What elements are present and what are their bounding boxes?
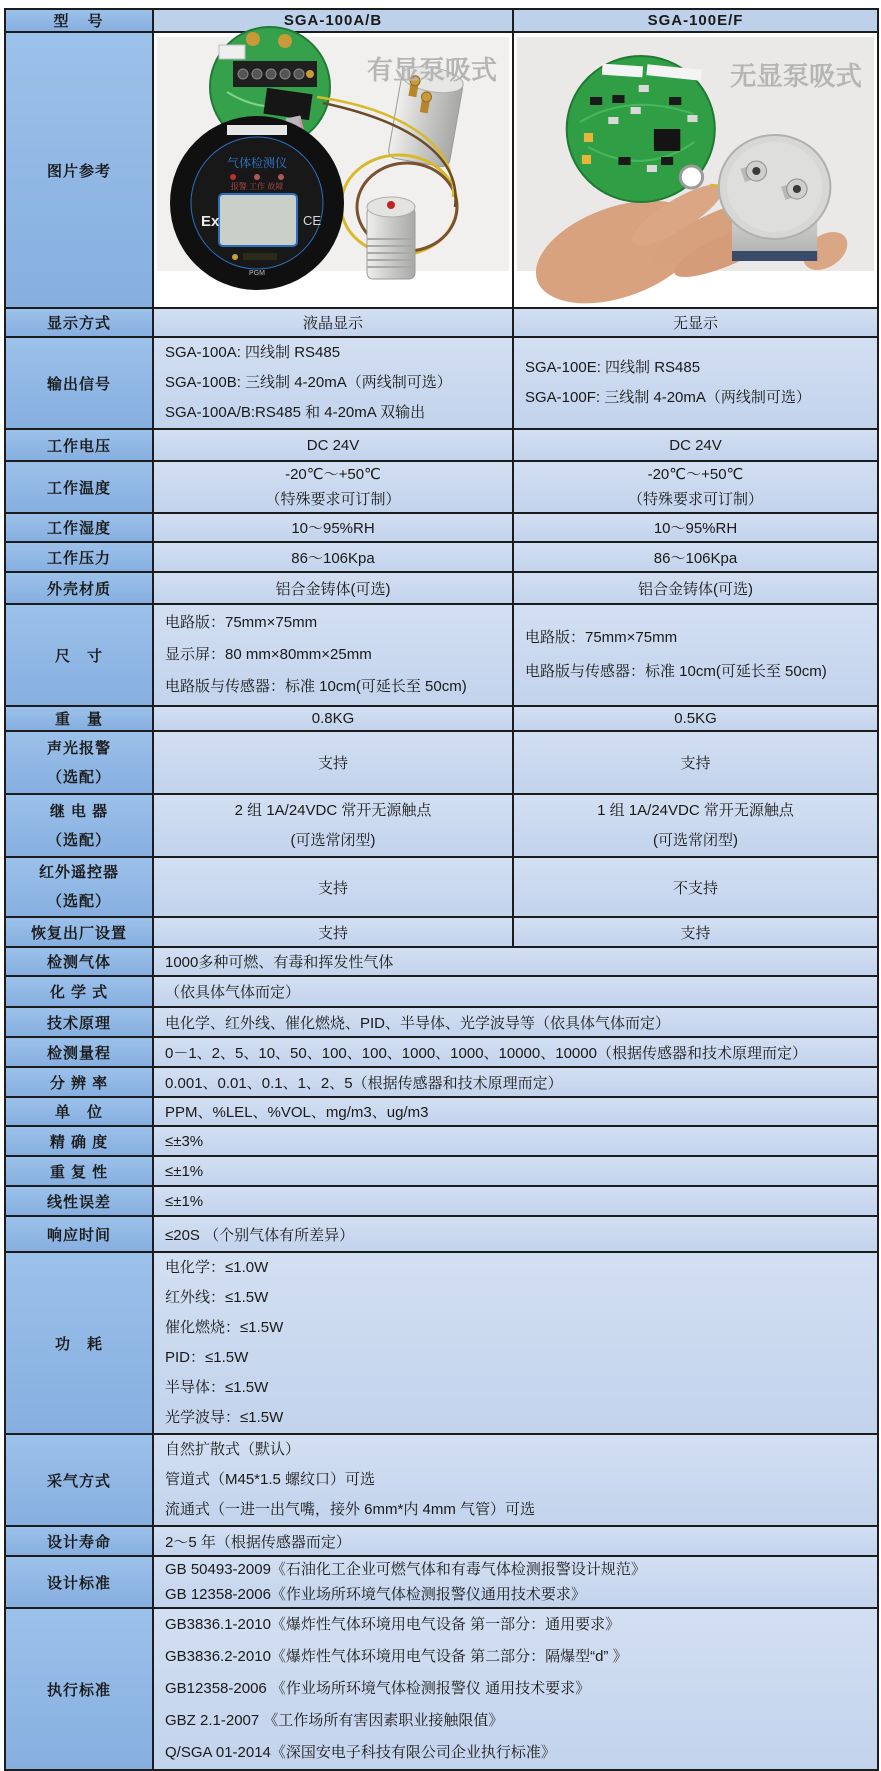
cell-power bbox=[153, 1252, 878, 1434]
cell-remote-ef: 不支持 bbox=[513, 857, 878, 917]
relay-label-line: （选配） bbox=[46, 831, 111, 849]
alarm-row bbox=[5, 731, 878, 794]
row-label-temperature: 工作温度 bbox=[5, 461, 153, 513]
exec-standard-line: GB12358-2006 《作业场所环境气体检测报警仪 通用技术要求》 bbox=[165, 1680, 591, 1697]
cell-temperature-ab bbox=[153, 461, 513, 513]
lifespan-row bbox=[5, 1526, 878, 1556]
cell-weight-ab: 0.8KG bbox=[153, 706, 513, 731]
row-label-output: 输出信号 bbox=[5, 337, 153, 429]
cell-gases: 1000多种可燃、有毒和挥发性气体 bbox=[153, 947, 878, 976]
row-label-range: 检测量程 bbox=[5, 1037, 153, 1067]
factory-reset-row bbox=[5, 917, 878, 947]
cell-resolution: 0.001、0.01、0.1、1、2、5（根据传感器和技术原理而定） bbox=[153, 1067, 878, 1097]
cell-display-ef: 无显示 bbox=[513, 308, 878, 337]
cell-lifespan: 2～5 年（根据传感器而定） bbox=[153, 1526, 878, 1556]
exec-standard-row bbox=[5, 1608, 878, 1770]
sampling-line: 自然扩散式（默认） bbox=[165, 1441, 301, 1458]
cell-alarm-ef: 支持 bbox=[513, 731, 878, 794]
product-photo-ab bbox=[157, 37, 509, 277]
power-row bbox=[5, 1252, 878, 1434]
cell-unit: PPM、%LEL、%VOL、mg/m3、ug/m3 bbox=[153, 1097, 878, 1126]
cell-remote-ab: 支持 bbox=[153, 857, 513, 917]
cell-size-ab bbox=[153, 604, 513, 706]
exec-standard-line: GB3836.1-2010《爆炸性气体环境用电气设备 第一部分：通用要求》 bbox=[165, 1616, 621, 1633]
output-ab-line: SGA-100A: 四线制 RS485 bbox=[165, 344, 341, 361]
power-line: 催化燃烧：≤1.5W bbox=[165, 1319, 284, 1336]
cell-display-ab: 液晶显示 bbox=[153, 308, 513, 337]
output-ab-line: SGA-100A/B:RS485 和 4-20mA 双输出 bbox=[165, 404, 426, 421]
watermark-ab: 有显泵吸式 bbox=[366, 55, 497, 85]
linearity-row bbox=[5, 1186, 878, 1216]
cell-response: ≤20S （个别气体有所差异） bbox=[153, 1216, 878, 1252]
row-label-lifespan: 设计寿命 bbox=[5, 1526, 153, 1556]
row-label-accuracy: 精 确 度 bbox=[5, 1126, 153, 1156]
cell-relay-ab bbox=[153, 794, 513, 857]
size-ef-line: 电路版与传感器：标准 10cm(可延长至 50cm) bbox=[525, 663, 827, 680]
range-row bbox=[5, 1037, 878, 1067]
power-line: 半导体：≤1.5W bbox=[165, 1379, 269, 1396]
ce-mark-text: CE bbox=[303, 213, 322, 228]
exec-standard-line: GBZ 2.1-2007 《工作场所有害因素职业接触限值》 bbox=[165, 1712, 504, 1729]
row-label-repeatability: 重 复 性 bbox=[5, 1156, 153, 1186]
repeatability-row bbox=[5, 1156, 878, 1186]
header-model-ab: SGA-100A/B bbox=[153, 9, 513, 32]
cell-accuracy: ≤±3% bbox=[153, 1126, 878, 1156]
unit-row bbox=[5, 1097, 878, 1126]
size-ab-line: 电路版：75mm×75mm bbox=[165, 614, 318, 631]
design-standard-line: GB 50493-2009《石油化工企业可燃气体和有毒气体检测报警设计规范》 bbox=[165, 1561, 646, 1578]
row-label-shell: 外壳材质 bbox=[5, 572, 153, 604]
response-row bbox=[5, 1216, 878, 1252]
pgm-text: PGM bbox=[249, 270, 265, 277]
sampling-line: 流通式（一进一出气嘴，接外 6mm*内 4mm 气管）可选 bbox=[165, 1501, 536, 1518]
photo-cell-ab bbox=[153, 32, 513, 308]
temperature-ab-line: （特殊要求可订制） bbox=[265, 491, 401, 508]
cell-repeatability: ≤±1% bbox=[153, 1156, 878, 1186]
formula-row bbox=[5, 976, 878, 1007]
accuracy-row bbox=[5, 1126, 878, 1156]
principle-row bbox=[5, 1007, 878, 1037]
design-standard-row bbox=[5, 1556, 878, 1608]
remote-label-line: （选配） bbox=[46, 893, 111, 910]
cell-exec-standard bbox=[153, 1608, 878, 1770]
output-ef-line: SGA-100E: 四线制 RS485 bbox=[525, 359, 701, 376]
product-spec-table bbox=[4, 8, 879, 1771]
power-line: PID：≤1.5W bbox=[165, 1349, 249, 1366]
row-label-exec-standard: 执行标准 bbox=[5, 1608, 153, 1770]
header-model-ef: SGA-100E/F bbox=[513, 9, 878, 32]
row-label-relay bbox=[5, 794, 153, 857]
size-row bbox=[5, 604, 878, 706]
size-ab-line: 显示屏：80 mm×80mm×25mm bbox=[165, 646, 372, 663]
cell-reset-ef: 支持 bbox=[513, 917, 878, 947]
pressure-row bbox=[5, 542, 878, 572]
row-label-pressure: 工作压力 bbox=[5, 542, 153, 572]
power-line: 电化学：≤1.0W bbox=[165, 1259, 269, 1276]
gases-row bbox=[5, 947, 878, 976]
sampling-line: 管道式（M45*1.5 螺纹口）可选 bbox=[165, 1471, 376, 1488]
cell-principle: 电化学、红外线、催化燃烧、PID、半导体、光学波导等（依具体气体而定） bbox=[153, 1007, 878, 1037]
row-label-display: 显示方式 bbox=[5, 308, 153, 337]
row-label-alarm bbox=[5, 731, 153, 794]
gas-detector-device bbox=[170, 116, 344, 290]
output-ef-line: SGA-100F: 三线制 4-20mA（两线制可选） bbox=[525, 389, 811, 406]
ex-mark-text: Ex bbox=[201, 213, 220, 230]
design-standard-line: GB 12358-2006《作业场所环境气体检测报警仪通用技术要求》 bbox=[165, 1586, 586, 1603]
row-label-sampling: 采气方式 bbox=[5, 1434, 153, 1526]
row-label-reset: 恢复出厂设置 bbox=[5, 917, 153, 947]
output-ab-line: SGA-100B: 三线制 4-20mA（两线制可选） bbox=[165, 374, 452, 391]
row-label-unit: 单 位 bbox=[5, 1097, 153, 1126]
remote-label-line: 红外遥控器 bbox=[38, 864, 119, 881]
cell-design-standard bbox=[153, 1556, 878, 1608]
row-label-photo: 图片参考 bbox=[5, 32, 153, 308]
relay-ef-line: 1 组 1A/24VDC 常开无源触点 bbox=[597, 801, 794, 819]
cell-formula: （依具体气体而定） bbox=[153, 976, 878, 1007]
cell-humidity-ab: 10～95%RH bbox=[153, 513, 513, 542]
size-ef-line: 电路版：75mm×75mm bbox=[525, 629, 678, 646]
cell-sampling bbox=[153, 1434, 878, 1526]
row-label-size: 尺 寸 bbox=[5, 604, 153, 706]
power-line: 红外线：≤1.5W bbox=[165, 1289, 269, 1306]
humidity-row bbox=[5, 513, 878, 542]
header-row bbox=[5, 9, 878, 32]
cell-reset-ab: 支持 bbox=[153, 917, 513, 947]
header-model-label: 型 号 bbox=[5, 9, 153, 32]
power-line: 光学波导：≤1.5W bbox=[165, 1409, 284, 1426]
row-label-remote bbox=[5, 857, 153, 917]
row-label-weight: 重 量 bbox=[5, 706, 153, 731]
row-label-gases: 检测气体 bbox=[5, 947, 153, 976]
alarm-label-line: 声光报警 bbox=[46, 739, 111, 757]
row-label-voltage: 工作电压 bbox=[5, 429, 153, 461]
resolution-row bbox=[5, 1067, 878, 1097]
cell-voltage-ab: DC 24V bbox=[153, 429, 513, 461]
display-row bbox=[5, 308, 878, 337]
sensor-cylinder-ef bbox=[719, 135, 831, 261]
voltage-row bbox=[5, 429, 878, 461]
cell-output-ef bbox=[513, 337, 878, 429]
relay-ef-line: (可选常闭型) bbox=[653, 831, 738, 849]
row-label-resolution: 分 辨 率 bbox=[5, 1067, 153, 1097]
alarm-label-line: （选配） bbox=[46, 768, 111, 786]
shell-row bbox=[5, 572, 878, 604]
cell-pressure-ab: 86～106Kpa bbox=[153, 542, 513, 572]
sampling-row bbox=[5, 1434, 878, 1526]
relay-row bbox=[5, 794, 878, 857]
product-photo-ef bbox=[517, 37, 874, 271]
relay-ab-line: 2 组 1A/24VDC 常开无源触点 bbox=[234, 801, 432, 819]
row-label-design-standard: 设计标准 bbox=[5, 1556, 153, 1608]
cell-voltage-ef: DC 24V bbox=[513, 429, 878, 461]
exec-standard-line: GB3836.2-2010《爆炸性气体环境用电气设备 第二部分：隔爆型“d” 》 bbox=[165, 1648, 628, 1665]
relay-label-line: 继 电 器 bbox=[49, 802, 109, 820]
cell-shell-ef: 铝合金铸体(可选) bbox=[513, 572, 878, 604]
row-label-linearity: 线性误差 bbox=[5, 1186, 153, 1216]
cell-size-ef bbox=[513, 604, 878, 706]
temperature-row bbox=[5, 461, 878, 513]
row-label-power: 功 耗 bbox=[5, 1252, 153, 1434]
led-labels-text: 报警 工作 故障 bbox=[230, 182, 284, 191]
temperature-ef-line: -20℃～+50℃ bbox=[647, 466, 744, 483]
photo-row bbox=[5, 32, 878, 308]
cell-output-ab bbox=[153, 337, 513, 429]
weight-row bbox=[5, 706, 878, 731]
row-label-response: 响应时间 bbox=[5, 1216, 153, 1252]
size-ab-line: 电路版与传感器：标准 10cm(可延长至 50cm) bbox=[165, 678, 467, 695]
relay-ab-line: (可选常闭型) bbox=[290, 831, 376, 849]
cell-range: 0－1、2、5、10、50、100、100、1000、1000、10000、10000（根据传感器和技术原理而定） bbox=[153, 1037, 878, 1067]
cell-shell-ab: 铝合金铸体(可选) bbox=[153, 572, 513, 604]
cell-temperature-ef bbox=[513, 461, 878, 513]
device-title-text: 气体检测仪 bbox=[226, 156, 288, 170]
exec-standard-line: Q/SGA 01-2014《深国安电子科技有限公司企业执行标准》 bbox=[165, 1744, 556, 1761]
temperature-ef-line: （特殊要求可订制） bbox=[627, 491, 763, 508]
row-label-humidity: 工作湿度 bbox=[5, 513, 153, 542]
cell-alarm-ab: 支持 bbox=[153, 731, 513, 794]
remote-row bbox=[5, 857, 878, 917]
row-label-principle: 技术原理 bbox=[5, 1007, 153, 1037]
cell-weight-ef: 0.5KG bbox=[513, 706, 878, 731]
watermark-ef: 无显泵吸式 bbox=[730, 61, 862, 91]
temperature-ab-line: -20℃～+50℃ bbox=[285, 466, 381, 483]
cell-relay-ef bbox=[513, 794, 878, 857]
ribbed-sensor bbox=[367, 197, 415, 279]
output-signal-row bbox=[5, 337, 878, 429]
cell-pressure-ef: 86～106Kpa bbox=[513, 542, 878, 572]
cell-linearity: ≤±1% bbox=[153, 1186, 878, 1216]
cell-humidity-ef: 10～95%RH bbox=[513, 513, 878, 542]
photo-cell-ef bbox=[513, 32, 878, 308]
row-label-formula: 化 学 式 bbox=[5, 976, 153, 1007]
